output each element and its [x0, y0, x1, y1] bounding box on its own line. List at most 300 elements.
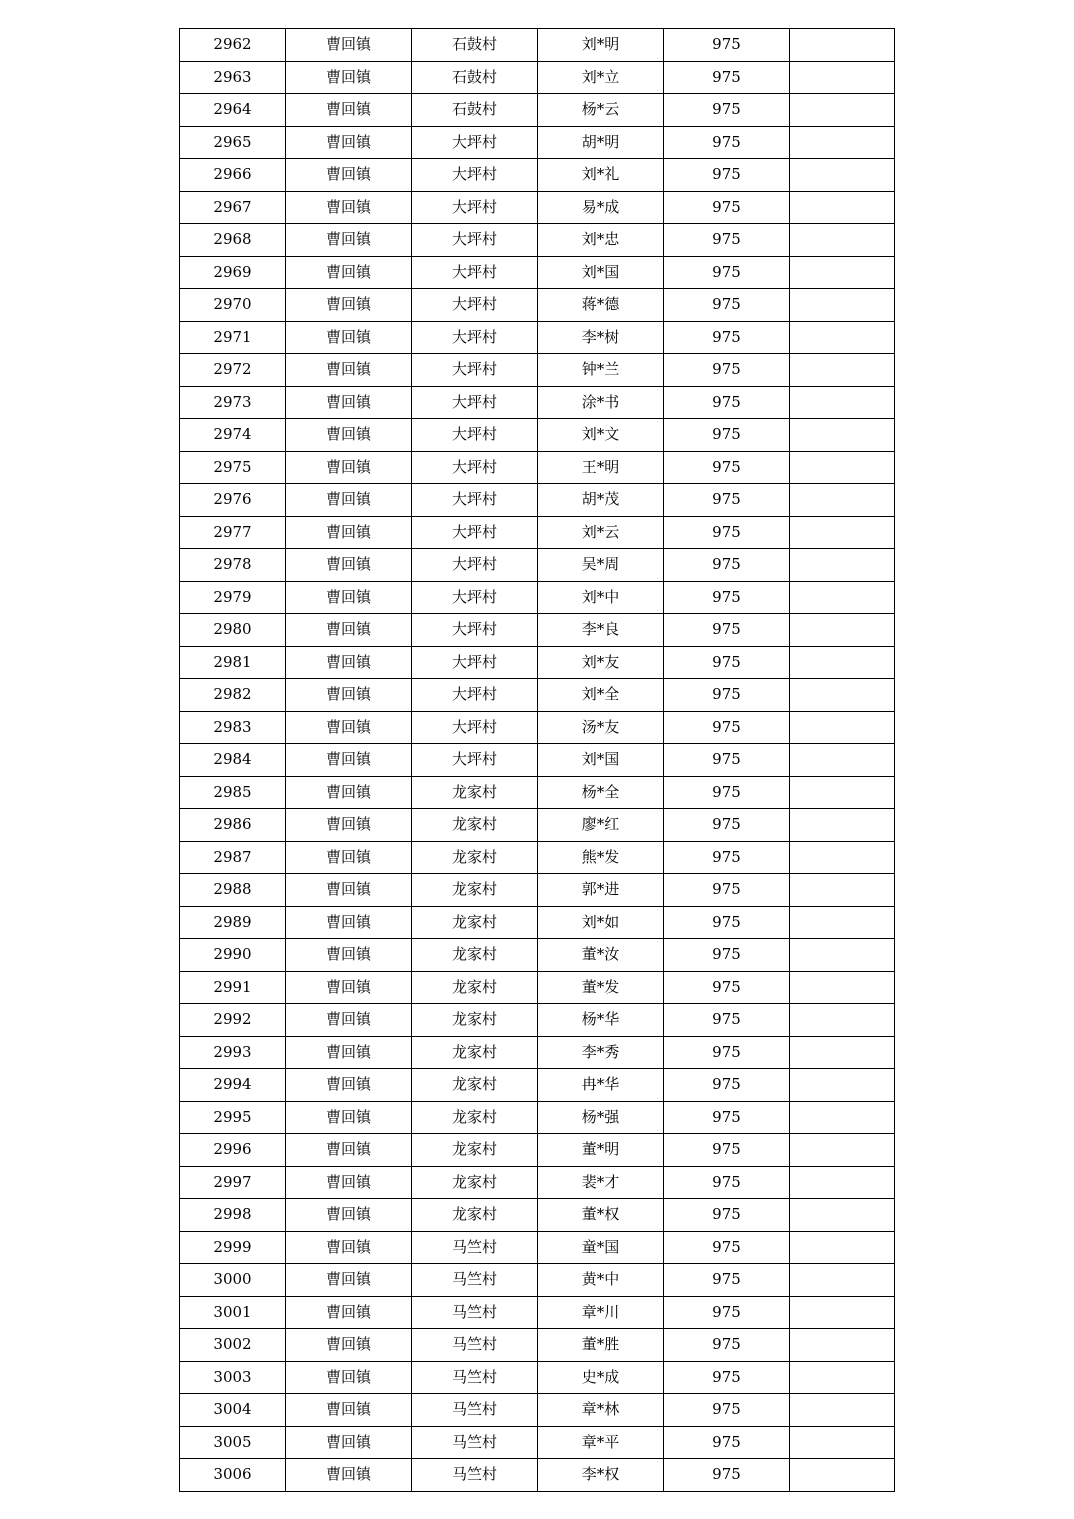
note-cell — [790, 321, 895, 354]
name-cell: 刘*立 — [538, 61, 664, 94]
town-cell: 曹回镇 — [286, 1296, 412, 1329]
note-cell — [790, 1329, 895, 1362]
amount-cell: 975 — [664, 776, 790, 809]
town-cell: 曹回镇 — [286, 1036, 412, 1069]
row-number-cell: 3001 — [180, 1296, 286, 1329]
row-number-cell: 2989 — [180, 906, 286, 939]
amount-cell: 975 — [664, 874, 790, 907]
note-cell — [790, 1264, 895, 1297]
name-cell: 刘*文 — [538, 419, 664, 452]
amount-cell: 975 — [664, 1069, 790, 1102]
name-cell: 刘*明 — [538, 29, 664, 62]
amount-cell: 975 — [664, 1166, 790, 1199]
name-cell: 裴*才 — [538, 1166, 664, 1199]
amount-cell: 975 — [664, 744, 790, 777]
village-cell: 龙家村 — [412, 1134, 538, 1167]
town-cell: 曹回镇 — [286, 939, 412, 972]
row-number-cell: 3005 — [180, 1426, 286, 1459]
amount-cell: 975 — [664, 1264, 790, 1297]
name-cell: 董*权 — [538, 1199, 664, 1232]
note-cell — [790, 744, 895, 777]
row-number-cell: 2988 — [180, 874, 286, 907]
village-cell: 龙家村 — [412, 906, 538, 939]
note-cell — [790, 516, 895, 549]
row-number-cell: 2975 — [180, 451, 286, 484]
note-cell — [790, 1199, 895, 1232]
name-cell: 黄*中 — [538, 1264, 664, 1297]
village-cell: 马竺村 — [412, 1459, 538, 1492]
amount-cell: 975 — [664, 94, 790, 127]
note-cell — [790, 484, 895, 517]
town-cell: 曹回镇 — [286, 516, 412, 549]
amount-cell: 975 — [664, 1394, 790, 1427]
village-cell: 大坪村 — [412, 679, 538, 712]
row-number-cell: 2984 — [180, 744, 286, 777]
table-row — [180, 191, 895, 224]
village-cell: 大坪村 — [412, 386, 538, 419]
note-cell — [790, 906, 895, 939]
note-cell — [790, 809, 895, 842]
note-cell — [790, 289, 895, 322]
village-cell: 大坪村 — [412, 159, 538, 192]
row-number-cell: 3004 — [180, 1394, 286, 1427]
table-row — [180, 776, 895, 809]
village-cell: 大坪村 — [412, 744, 538, 777]
row-number-cell: 2974 — [180, 419, 286, 452]
amount-cell: 975 — [664, 289, 790, 322]
amount-cell: 975 — [664, 224, 790, 257]
name-cell: 章*川 — [538, 1296, 664, 1329]
table-row — [180, 1329, 895, 1362]
town-cell: 曹回镇 — [286, 1426, 412, 1459]
note-cell — [790, 841, 895, 874]
row-number-cell: 2994 — [180, 1069, 286, 1102]
amount-cell: 975 — [664, 1134, 790, 1167]
table-row — [180, 971, 895, 1004]
table-row — [180, 484, 895, 517]
name-cell: 董*胜 — [538, 1329, 664, 1362]
row-number-cell: 3002 — [180, 1329, 286, 1362]
village-cell: 龙家村 — [412, 971, 538, 1004]
amount-cell: 975 — [664, 939, 790, 972]
town-cell: 曹回镇 — [286, 451, 412, 484]
town-cell: 曹回镇 — [286, 1004, 412, 1037]
row-number-cell: 2962 — [180, 29, 286, 62]
town-cell: 曹回镇 — [286, 61, 412, 94]
village-cell: 大坪村 — [412, 484, 538, 517]
amount-cell: 975 — [664, 581, 790, 614]
town-cell: 曹回镇 — [286, 614, 412, 647]
note-cell — [790, 549, 895, 582]
village-cell: 龙家村 — [412, 1036, 538, 1069]
table-body — [180, 29, 895, 1492]
name-cell: 杨*华 — [538, 1004, 664, 1037]
name-cell: 吴*周 — [538, 549, 664, 582]
name-cell: 易*成 — [538, 191, 664, 224]
table-row — [180, 744, 895, 777]
note-cell — [790, 581, 895, 614]
row-number-cell: 2969 — [180, 256, 286, 289]
town-cell: 曹回镇 — [286, 159, 412, 192]
note-cell — [790, 1166, 895, 1199]
row-number-cell: 2998 — [180, 1199, 286, 1232]
name-cell: 胡*茂 — [538, 484, 664, 517]
amount-cell: 975 — [664, 386, 790, 419]
town-cell: 曹回镇 — [286, 94, 412, 127]
row-number-cell: 2965 — [180, 126, 286, 159]
row-number-cell: 2963 — [180, 61, 286, 94]
town-cell: 曹回镇 — [286, 191, 412, 224]
table-row — [180, 354, 895, 387]
table-row — [180, 679, 895, 712]
town-cell: 曹回镇 — [286, 1166, 412, 1199]
note-cell — [790, 61, 895, 94]
table-row — [180, 809, 895, 842]
note-cell — [790, 874, 895, 907]
row-number-cell: 2973 — [180, 386, 286, 419]
town-cell: 曹回镇 — [286, 289, 412, 322]
name-cell: 刘*国 — [538, 256, 664, 289]
name-cell: 涂*书 — [538, 386, 664, 419]
table-row — [180, 256, 895, 289]
table-row — [180, 1101, 895, 1134]
village-cell: 大坪村 — [412, 581, 538, 614]
village-cell: 大坪村 — [412, 549, 538, 582]
note-cell — [790, 776, 895, 809]
table-row — [180, 386, 895, 419]
row-number-cell: 2990 — [180, 939, 286, 972]
table-row — [180, 1036, 895, 1069]
table-row — [180, 289, 895, 322]
village-cell: 马竺村 — [412, 1361, 538, 1394]
amount-cell: 975 — [664, 256, 790, 289]
village-cell: 马竺村 — [412, 1426, 538, 1459]
table-row — [180, 711, 895, 744]
amount-cell: 975 — [664, 451, 790, 484]
row-number-cell: 2992 — [180, 1004, 286, 1037]
note-cell — [790, 94, 895, 127]
amount-cell: 975 — [664, 711, 790, 744]
note-cell — [790, 191, 895, 224]
name-cell: 郭*进 — [538, 874, 664, 907]
note-cell — [790, 939, 895, 972]
name-cell: 李*秀 — [538, 1036, 664, 1069]
table-row — [180, 906, 895, 939]
town-cell: 曹回镇 — [286, 29, 412, 62]
village-cell: 龙家村 — [412, 1166, 538, 1199]
name-cell: 刘*如 — [538, 906, 664, 939]
town-cell: 曹回镇 — [286, 744, 412, 777]
table-row — [180, 549, 895, 582]
name-cell: 刘*忠 — [538, 224, 664, 257]
name-cell: 董*明 — [538, 1134, 664, 1167]
name-cell: 董*汝 — [538, 939, 664, 972]
name-cell: 刘*全 — [538, 679, 664, 712]
table-row — [180, 614, 895, 647]
amount-cell: 975 — [664, 61, 790, 94]
note-cell — [790, 1296, 895, 1329]
village-cell: 石鼓村 — [412, 61, 538, 94]
name-cell: 杨*全 — [538, 776, 664, 809]
amount-cell: 975 — [664, 809, 790, 842]
amount-cell: 975 — [664, 1004, 790, 1037]
name-cell: 钟*兰 — [538, 354, 664, 387]
amount-cell: 975 — [664, 1101, 790, 1134]
name-cell: 李*树 — [538, 321, 664, 354]
village-cell: 大坪村 — [412, 614, 538, 647]
name-cell: 章*平 — [538, 1426, 664, 1459]
note-cell — [790, 1134, 895, 1167]
table-row — [180, 1426, 895, 1459]
row-number-cell: 2987 — [180, 841, 286, 874]
amount-cell: 975 — [664, 516, 790, 549]
name-cell: 刘*礼 — [538, 159, 664, 192]
amount-cell: 975 — [664, 484, 790, 517]
table-row — [180, 224, 895, 257]
village-cell: 大坪村 — [412, 451, 538, 484]
note-cell — [790, 679, 895, 712]
row-number-cell: 2970 — [180, 289, 286, 322]
town-cell: 曹回镇 — [286, 386, 412, 419]
name-cell: 童*国 — [538, 1231, 664, 1264]
name-cell: 李*良 — [538, 614, 664, 647]
name-cell: 刘*国 — [538, 744, 664, 777]
name-cell: 胡*明 — [538, 126, 664, 159]
village-cell: 大坪村 — [412, 256, 538, 289]
village-cell: 大坪村 — [412, 126, 538, 159]
table-row — [180, 1296, 895, 1329]
village-cell: 龙家村 — [412, 1004, 538, 1037]
name-cell: 史*成 — [538, 1361, 664, 1394]
table-row — [180, 94, 895, 127]
town-cell: 曹回镇 — [286, 906, 412, 939]
village-cell: 大坪村 — [412, 191, 538, 224]
row-number-cell: 3000 — [180, 1264, 286, 1297]
amount-cell: 975 — [664, 646, 790, 679]
row-number-cell: 2993 — [180, 1036, 286, 1069]
table-row — [180, 29, 895, 62]
note-cell — [790, 451, 895, 484]
row-number-cell: 2991 — [180, 971, 286, 1004]
name-cell: 王*明 — [538, 451, 664, 484]
note-cell — [790, 1361, 895, 1394]
village-cell: 龙家村 — [412, 874, 538, 907]
note-cell — [790, 1459, 895, 1492]
table-row — [180, 451, 895, 484]
amount-cell: 975 — [664, 679, 790, 712]
town-cell: 曹回镇 — [286, 321, 412, 354]
table-row — [180, 1361, 895, 1394]
table-row — [180, 1199, 895, 1232]
amount-cell: 975 — [664, 159, 790, 192]
note-cell — [790, 159, 895, 192]
amount-cell: 975 — [664, 126, 790, 159]
town-cell: 曹回镇 — [286, 581, 412, 614]
town-cell: 曹回镇 — [286, 679, 412, 712]
note-cell — [790, 1004, 895, 1037]
row-number-cell: 2976 — [180, 484, 286, 517]
name-cell: 蒋*德 — [538, 289, 664, 322]
subsidy-table — [179, 28, 895, 1492]
village-cell: 大坪村 — [412, 419, 538, 452]
town-cell: 曹回镇 — [286, 874, 412, 907]
village-cell: 龙家村 — [412, 809, 538, 842]
table-row — [180, 1069, 895, 1102]
note-cell — [790, 1069, 895, 1102]
name-cell: 刘*友 — [538, 646, 664, 679]
row-number-cell: 2985 — [180, 776, 286, 809]
note-cell — [790, 1036, 895, 1069]
town-cell: 曹回镇 — [286, 1361, 412, 1394]
village-cell: 大坪村 — [412, 516, 538, 549]
town-cell: 曹回镇 — [286, 419, 412, 452]
town-cell: 曹回镇 — [286, 841, 412, 874]
row-number-cell: 2982 — [180, 679, 286, 712]
name-cell: 廖*红 — [538, 809, 664, 842]
village-cell: 龙家村 — [412, 1069, 538, 1102]
table-row — [180, 321, 895, 354]
note-cell — [790, 1231, 895, 1264]
village-cell: 龙家村 — [412, 841, 538, 874]
amount-cell: 975 — [664, 549, 790, 582]
row-number-cell: 2981 — [180, 646, 286, 679]
table-row — [180, 1231, 895, 1264]
name-cell: 章*林 — [538, 1394, 664, 1427]
amount-cell: 975 — [664, 354, 790, 387]
name-cell: 刘*云 — [538, 516, 664, 549]
town-cell: 曹回镇 — [286, 1329, 412, 1362]
town-cell: 曹回镇 — [286, 126, 412, 159]
row-number-cell: 2972 — [180, 354, 286, 387]
amount-cell: 975 — [664, 1329, 790, 1362]
village-cell: 龙家村 — [412, 776, 538, 809]
table-row — [180, 1134, 895, 1167]
row-number-cell: 2980 — [180, 614, 286, 647]
note-cell — [790, 354, 895, 387]
row-number-cell: 2996 — [180, 1134, 286, 1167]
row-number-cell: 2966 — [180, 159, 286, 192]
row-number-cell: 2971 — [180, 321, 286, 354]
town-cell: 曹回镇 — [286, 354, 412, 387]
town-cell: 曹回镇 — [286, 1101, 412, 1134]
note-cell — [790, 386, 895, 419]
town-cell: 曹回镇 — [286, 971, 412, 1004]
town-cell: 曹回镇 — [286, 484, 412, 517]
town-cell: 曹回镇 — [286, 646, 412, 679]
amount-cell: 975 — [664, 906, 790, 939]
table-row — [180, 419, 895, 452]
amount-cell: 975 — [664, 1199, 790, 1232]
name-cell: 董*发 — [538, 971, 664, 1004]
note-cell — [790, 1394, 895, 1427]
table-row — [180, 126, 895, 159]
village-cell: 马竺村 — [412, 1264, 538, 1297]
row-number-cell: 2967 — [180, 191, 286, 224]
table-row — [180, 581, 895, 614]
row-number-cell: 2999 — [180, 1231, 286, 1264]
amount-cell: 975 — [664, 1459, 790, 1492]
village-cell: 马竺村 — [412, 1394, 538, 1427]
village-cell: 马竺村 — [412, 1231, 538, 1264]
row-number-cell: 2978 — [180, 549, 286, 582]
village-cell: 石鼓村 — [412, 94, 538, 127]
village-cell: 石鼓村 — [412, 29, 538, 62]
town-cell: 曹回镇 — [286, 711, 412, 744]
amount-cell: 975 — [664, 841, 790, 874]
table-row — [180, 1166, 895, 1199]
town-cell: 曹回镇 — [286, 224, 412, 257]
row-number-cell: 3003 — [180, 1361, 286, 1394]
village-cell: 马竺村 — [412, 1329, 538, 1362]
name-cell: 熊*发 — [538, 841, 664, 874]
village-cell: 龙家村 — [412, 1101, 538, 1134]
table-row — [180, 1264, 895, 1297]
note-cell — [790, 29, 895, 62]
table-row — [180, 1459, 895, 1492]
table-row — [180, 516, 895, 549]
town-cell: 曹回镇 — [286, 549, 412, 582]
note-cell — [790, 126, 895, 159]
row-number-cell: 2986 — [180, 809, 286, 842]
amount-cell: 975 — [664, 1231, 790, 1264]
table-row — [180, 1394, 895, 1427]
row-number-cell: 3006 — [180, 1459, 286, 1492]
town-cell: 曹回镇 — [286, 1231, 412, 1264]
village-cell: 大坪村 — [412, 646, 538, 679]
amount-cell: 975 — [664, 1361, 790, 1394]
note-cell — [790, 256, 895, 289]
amount-cell: 975 — [664, 971, 790, 1004]
town-cell: 曹回镇 — [286, 1394, 412, 1427]
name-cell: 李*权 — [538, 1459, 664, 1492]
table-row — [180, 939, 895, 972]
village-cell: 龙家村 — [412, 1199, 538, 1232]
table-row — [180, 646, 895, 679]
town-cell: 曹回镇 — [286, 776, 412, 809]
note-cell — [790, 614, 895, 647]
note-cell — [790, 646, 895, 679]
town-cell: 曹回镇 — [286, 1459, 412, 1492]
village-cell: 大坪村 — [412, 354, 538, 387]
note-cell — [790, 1426, 895, 1459]
table-row — [180, 1004, 895, 1037]
row-number-cell: 2997 — [180, 1166, 286, 1199]
village-cell: 大坪村 — [412, 224, 538, 257]
row-number-cell: 2983 — [180, 711, 286, 744]
amount-cell: 975 — [664, 191, 790, 224]
town-cell: 曹回镇 — [286, 1199, 412, 1232]
name-cell: 杨*云 — [538, 94, 664, 127]
row-number-cell: 2977 — [180, 516, 286, 549]
amount-cell: 975 — [664, 614, 790, 647]
town-cell: 曹回镇 — [286, 809, 412, 842]
note-cell — [790, 419, 895, 452]
row-number-cell: 2968 — [180, 224, 286, 257]
name-cell: 杨*强 — [538, 1101, 664, 1134]
name-cell: 冉*华 — [538, 1069, 664, 1102]
amount-cell: 975 — [664, 1296, 790, 1329]
name-cell: 汤*友 — [538, 711, 664, 744]
table-row — [180, 159, 895, 192]
amount-cell: 975 — [664, 1036, 790, 1069]
village-cell: 马竺村 — [412, 1296, 538, 1329]
note-cell — [790, 711, 895, 744]
table-row — [180, 874, 895, 907]
name-cell: 刘*中 — [538, 581, 664, 614]
row-number-cell: 2964 — [180, 94, 286, 127]
table-row — [180, 61, 895, 94]
town-cell: 曹回镇 — [286, 1069, 412, 1102]
